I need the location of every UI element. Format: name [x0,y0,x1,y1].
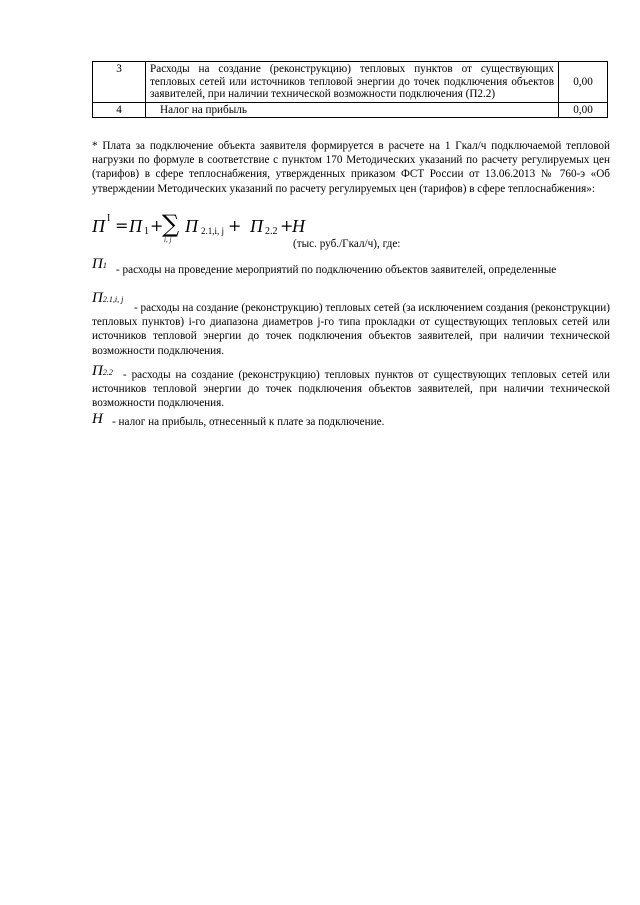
formula-plus: + [280,216,294,235]
row-value: 0,00 [559,102,608,118]
formula-term-p22-sub: 2.2 [265,226,278,237]
definition-text: - расходы на создание (реконструкцию) тепловых пунктов от существующих тепловых сетей или источников тепловой энергии до точек подключения объектов заявителей, при наличии технической возможности подключения. [92,369,610,410]
formula-plus: + [150,216,164,235]
definition-text: - расходы на создание (реконструкцию) тепловых сетей (за исключением создания (реконструкции) тепловых пунктов) i-го диапазона диаметров j-го типа прокладки от существующих тепловых сетей или источников тепловой энергии до точек подключения объектов заявителей, при наличии технической возможности подключения. [92,302,610,357]
definition-text: - расходы на проведение мероприятий по подключению объектов заявителей, определенные [116,264,557,276]
formula-plus: + [228,216,242,235]
table-row [93,62,608,103]
table-row [93,102,608,118]
formula-term-p1: П [129,216,142,236]
formula-term-p1-sub: 1 [144,226,149,237]
formula-term-p22: П [250,216,263,236]
formula-term-n: Н [292,216,305,236]
definition-symbol: Н [92,411,103,427]
definition-text: - налог на прибыль, отнесенный к плате за подключение. [112,416,385,428]
row-value: 0,00 [559,62,608,103]
formula-sum-index: i, j [164,236,172,244]
formula-units: (тыс. руб./Гкал/ч), где: [293,238,401,250]
footnote-text: * Плата за подключение объекта заявителя формируется в расчете на 1 Гкал/ч подключаемой тепловой нагрузки по формуле в соответствие с пунктом 170 Методических указаний по расчету регулируемых цен (тарифов) в сфере теплоснабжения, утвержденных приказом ФСТ России от 13.06.2013 № 760-э «Об утверждении Методических указаний по расчету регулируемых цен (тарифов) в сфере теплоснабжения»: [92,140,610,195]
formula-lhs: П [92,216,105,236]
row-number: 3 [93,62,146,103]
definition-symbol: П2.2 [92,363,113,379]
formula-equals: = [115,216,129,235]
formula-term-p21: П [185,216,198,236]
row-description: Расходы на создание (реконструкцию) тепловых пунктов от существующих тепловых сетей или источников тепловой энергии до точек подключения объектов заявителей, при наличии технической возможности подключения (П2.2) [146,62,559,103]
row-number: 4 [93,102,146,118]
row-description: Налог на прибыль [146,102,559,118]
definition-symbol: П1 [92,256,107,272]
formula-lhs-sup: I [107,213,111,224]
formula-term-p21-sub: 2.1,i, j [201,226,225,236]
formula-sum-sign: ∑ [162,210,180,238]
cost-table [92,61,608,118]
definition-symbol: П2.1,i, j [92,290,124,306]
